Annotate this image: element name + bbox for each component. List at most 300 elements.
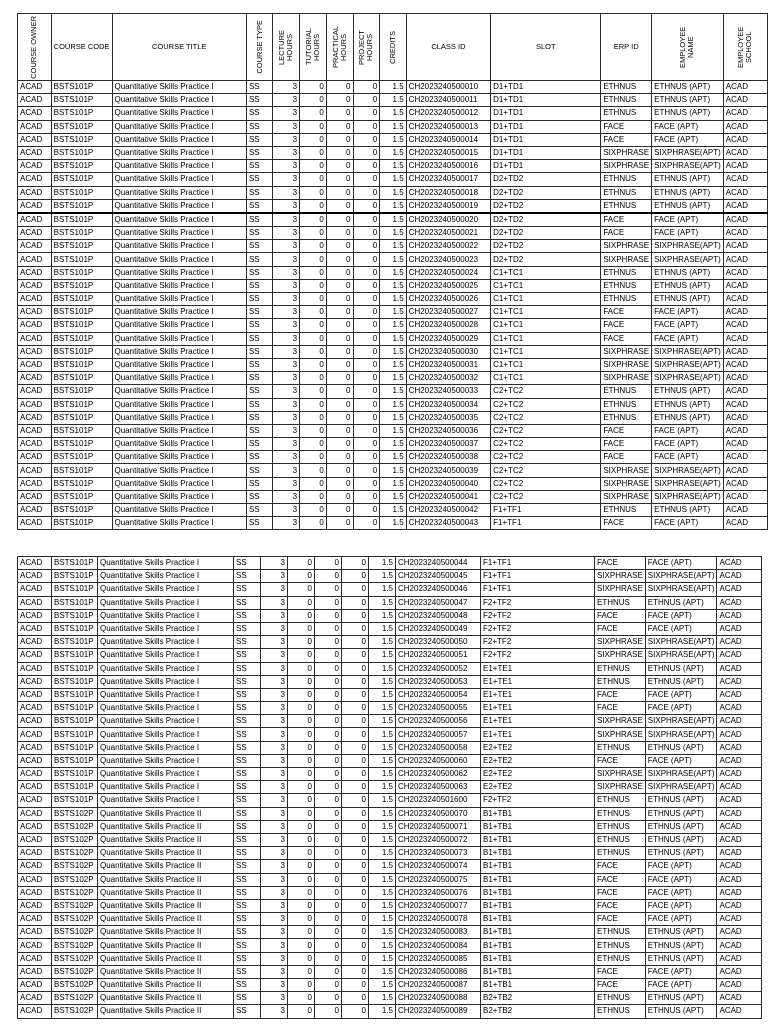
cell-course-owner: ACAD <box>18 715 52 728</box>
cell-class-id: CH2023240500058 <box>396 741 481 754</box>
cell-project-hours: 0 <box>342 715 369 728</box>
cell-practical-hours: 0 <box>315 662 342 675</box>
cell-class-id: CH2023240500073 <box>396 847 481 860</box>
cell-project-hours: 0 <box>342 583 369 596</box>
cell-lecture-hours: 3 <box>273 279 300 292</box>
cell-employee-name: ETHNUS (APT) <box>645 596 717 609</box>
table-row <box>18 133 768 146</box>
cell-credits: 1.5 <box>369 807 396 820</box>
cell-employee-school: ACAD <box>723 253 767 266</box>
cell-course-title: Quantitative Skills Practice I <box>112 504 246 517</box>
cell-course-title: Quantitative Skills Practice I <box>98 781 234 794</box>
cell-employee-name: FACE (APT) <box>652 332 724 345</box>
cell-slot: C1+TC1 <box>491 358 601 371</box>
cell-course-type: SS <box>246 199 272 213</box>
cell-erp-id: ETHNUS <box>601 411 652 424</box>
cell-practical-hours: 0 <box>326 477 353 490</box>
cell-lecture-hours: 3 <box>273 173 300 186</box>
table-row <box>18 688 762 701</box>
cell-lecture-hours: 3 <box>261 768 288 781</box>
cell-tutorial-hours: 0 <box>288 609 315 622</box>
cell-employee-name: ETHNUS (APT) <box>652 266 724 279</box>
cell-employee-name: SIXPHRASE(APT) <box>645 768 717 781</box>
col-header-employee-school: EMPLOYEE SCHOOL <box>723 14 767 81</box>
cell-tutorial-hours: 0 <box>288 596 315 609</box>
cell-credits: 1.5 <box>369 781 396 794</box>
cell-credits: 1.5 <box>369 965 396 978</box>
cell-lecture-hours: 3 <box>261 886 288 899</box>
cell-slot: B1+TB1 <box>481 939 595 952</box>
cell-course-type: SS <box>246 266 272 279</box>
cell-lecture-hours: 3 <box>273 490 300 503</box>
cell-practical-hours: 0 <box>315 570 342 583</box>
cell-lecture-hours: 3 <box>261 596 288 609</box>
cell-lecture-hours: 3 <box>261 662 288 675</box>
table-row <box>18 596 762 609</box>
cell-lecture-hours: 3 <box>273 424 300 437</box>
cell-course-title: Quantitative Skills Practice I <box>112 372 246 385</box>
cell-slot: C1+TC1 <box>491 293 601 306</box>
cell-employee-school: ACAD <box>723 398 767 411</box>
cell-project-hours: 0 <box>353 227 380 240</box>
cell-course-type: SS <box>234 570 261 583</box>
cell-employee-name: SIXPHRASE(APT) <box>645 570 717 583</box>
table-row <box>18 213 768 227</box>
table-row <box>18 1005 762 1018</box>
cell-employee-name: ETHNUS (APT) <box>645 662 717 675</box>
cell-class-id: CH2023240500056 <box>396 715 481 728</box>
cell-credits: 1.5 <box>369 873 396 886</box>
cell-course-title: Quantitative Skills Practice I <box>112 227 246 240</box>
cell-class-id: CH2023240500045 <box>396 570 481 583</box>
cell-project-hours: 0 <box>353 306 380 319</box>
table-row <box>18 820 762 833</box>
cell-class-id: CH2023240500046 <box>396 583 481 596</box>
cell-practical-hours: 0 <box>315 913 342 926</box>
cell-course-type: SS <box>234 768 261 781</box>
table-row <box>18 199 768 213</box>
cell-practical-hours: 0 <box>326 385 353 398</box>
cell-course-code: BSTS102P <box>52 820 98 833</box>
cell-project-hours: 0 <box>353 107 380 120</box>
cell-course-title: Quantitative Skills Practice II <box>98 873 234 886</box>
cell-credits: 1.5 <box>380 398 406 411</box>
cell-employee-name: SIXPHRASE(APT) <box>652 464 724 477</box>
cell-project-hours: 0 <box>342 754 369 767</box>
cell-slot: C2+TC2 <box>491 451 601 464</box>
cell-course-title: Quantitative Skills Practice I <box>98 728 234 741</box>
cell-lecture-hours: 3 <box>273 306 300 319</box>
cell-credits: 1.5 <box>369 702 396 715</box>
cell-employee-school: ACAD <box>717 609 762 622</box>
cell-slot: B1+TB1 <box>481 873 595 886</box>
cell-employee-name: SIXPHRASE(APT) <box>652 146 724 159</box>
cell-erp-id: ETHNUS <box>601 279 652 292</box>
cell-course-owner: ACAD <box>18 293 52 306</box>
cell-slot: C2+TC2 <box>491 398 601 411</box>
cell-course-code: BSTS102P <box>52 886 98 899</box>
table-row <box>18 781 762 794</box>
cell-project-hours: 0 <box>342 596 369 609</box>
cell-course-type: SS <box>246 160 272 173</box>
cell-course-title: Quantitative Skills Practice II <box>98 939 234 952</box>
cell-lecture-hours: 3 <box>273 266 300 279</box>
cell-course-type: SS <box>246 372 272 385</box>
cell-tutorial-hours: 0 <box>288 715 315 728</box>
cell-slot: B1+TB1 <box>481 886 595 899</box>
cell-course-code: BSTS101P <box>51 81 112 94</box>
cell-class-id: CH2023240500011 <box>406 94 490 107</box>
cell-lecture-hours: 3 <box>273 293 300 306</box>
cell-tutorial-hours: 0 <box>288 622 315 635</box>
cell-course-title: Quantitative Skills Practice I <box>98 754 234 767</box>
cell-employee-name: FACE (APT) <box>645 754 717 767</box>
cell-employee-school: ACAD <box>723 451 767 464</box>
cell-tutorial-hours: 0 <box>300 146 327 159</box>
cell-project-hours: 0 <box>342 820 369 833</box>
cell-erp-id: ETHNUS <box>595 847 646 860</box>
cell-practical-hours: 0 <box>326 227 353 240</box>
cell-project-hours: 0 <box>353 517 380 530</box>
cell-practical-hours: 0 <box>315 596 342 609</box>
table-row <box>18 81 768 94</box>
cell-course-title: Quantitative Skills Practice II <box>98 807 234 820</box>
cell-class-id: CH2023240500070 <box>396 807 481 820</box>
cell-project-hours: 0 <box>342 675 369 688</box>
cell-course-title: Quantitative Skills Practice I <box>112 490 246 503</box>
cell-slot: F2+TF2 <box>481 622 595 635</box>
cell-project-hours: 0 <box>353 279 380 292</box>
cell-lecture-hours: 3 <box>273 438 300 451</box>
cell-course-code: BSTS101P <box>51 398 112 411</box>
cell-tutorial-hours: 0 <box>288 939 315 952</box>
cell-project-hours: 0 <box>342 768 369 781</box>
cell-course-title: Quantitative Skills Practice I <box>98 662 234 675</box>
cell-lecture-hours: 3 <box>261 899 288 912</box>
cell-project-hours: 0 <box>342 570 369 583</box>
cell-slot: E1+TE1 <box>481 702 595 715</box>
cell-credits: 1.5 <box>380 477 406 490</box>
cell-course-owner: ACAD <box>18 517 52 530</box>
cell-class-id: CH2023240500060 <box>396 754 481 767</box>
cell-project-hours: 0 <box>342 965 369 978</box>
cell-erp-id: FACE <box>601 424 652 437</box>
table-row <box>18 451 768 464</box>
cell-tutorial-hours: 0 <box>288 899 315 912</box>
cell-tutorial-hours: 0 <box>288 570 315 583</box>
cell-erp-id: SIXPHRASE <box>601 358 652 371</box>
cell-course-title: Quantitative Skills Practice I <box>112 213 246 227</box>
cell-employee-name: ETHNUS (APT) <box>652 107 724 120</box>
cell-tutorial-hours: 0 <box>288 781 315 794</box>
cell-course-title: Quantitative Skills Practice II <box>98 820 234 833</box>
cell-class-id: CH2023240500016 <box>406 160 490 173</box>
cell-course-code: BSTS101P <box>52 781 98 794</box>
cell-slot: F1+TF1 <box>481 570 595 583</box>
cell-course-owner: ACAD <box>18 160 52 173</box>
cell-course-owner: ACAD <box>18 781 52 794</box>
cell-project-hours: 0 <box>342 873 369 886</box>
cell-course-owner: ACAD <box>18 794 52 807</box>
cell-erp-id: FACE <box>595 860 646 873</box>
cell-project-hours: 0 <box>353 411 380 424</box>
cell-class-id: CH2023240500023 <box>406 253 490 266</box>
cell-practical-hours: 0 <box>315 820 342 833</box>
cell-credits: 1.5 <box>369 768 396 781</box>
cell-course-code: BSTS101P <box>52 662 98 675</box>
cell-course-owner: ACAD <box>18 438 52 451</box>
cell-practical-hours: 0 <box>326 160 353 173</box>
cell-employee-name: ETHNUS (APT) <box>652 94 724 107</box>
cell-project-hours: 0 <box>342 886 369 899</box>
cell-course-title: Quantitative Skills Practice I <box>112 424 246 437</box>
cell-tutorial-hours: 0 <box>288 992 315 1005</box>
cell-practical-hours: 0 <box>326 332 353 345</box>
cell-course-code: BSTS101P <box>52 636 98 649</box>
cell-employee-name: FACE (APT) <box>652 424 724 437</box>
cell-lecture-hours: 3 <box>261 702 288 715</box>
cell-slot: C2+TC2 <box>491 490 601 503</box>
cell-tutorial-hours: 0 <box>300 186 327 199</box>
cell-course-owner: ACAD <box>18 186 52 199</box>
cell-course-type: SS <box>234 675 261 688</box>
cell-employee-school: ACAD <box>723 266 767 279</box>
cell-course-code: BSTS101P <box>52 702 98 715</box>
cell-course-code: BSTS101P <box>52 688 98 701</box>
cell-employee-school: ACAD <box>723 186 767 199</box>
cell-slot: D2+TD2 <box>491 186 601 199</box>
cell-practical-hours: 0 <box>315 754 342 767</box>
cell-tutorial-hours: 0 <box>300 120 327 133</box>
cell-employee-school: ACAD <box>717 570 762 583</box>
cell-employee-name: SIXPHRASE(APT) <box>652 240 724 253</box>
cell-class-id: CH2023240500036 <box>406 424 490 437</box>
cell-practical-hours: 0 <box>326 464 353 477</box>
cell-employee-name: FACE (APT) <box>645 886 717 899</box>
cell-course-type: SS <box>246 279 272 292</box>
cell-slot: F2+TF2 <box>481 609 595 622</box>
cell-erp-id: ETHNUS <box>601 385 652 398</box>
cell-employee-name: ETHNUS (APT) <box>652 293 724 306</box>
cell-course-owner: ACAD <box>18 372 52 385</box>
cell-tutorial-hours: 0 <box>300 213 327 227</box>
cell-practical-hours: 0 <box>326 253 353 266</box>
cell-class-id: CH2023240500034 <box>406 398 490 411</box>
cell-slot: E2+TE2 <box>481 781 595 794</box>
cell-project-hours: 0 <box>353 81 380 94</box>
cell-credits: 1.5 <box>380 94 406 107</box>
cell-tutorial-hours: 0 <box>300 81 327 94</box>
cell-credits: 1.5 <box>380 464 406 477</box>
col-header-tutorial-hours: TUTORIAL HOURS <box>300 14 327 81</box>
cell-credits: 1.5 <box>380 120 406 133</box>
cell-erp-id: FACE <box>601 319 652 332</box>
table-row <box>18 94 768 107</box>
cell-slot: C2+TC2 <box>491 438 601 451</box>
table-row <box>18 146 768 159</box>
cell-course-title: Quantitative Skills Practice I <box>112 398 246 411</box>
cell-employee-name: FACE (APT) <box>652 120 724 133</box>
cell-credits: 1.5 <box>380 306 406 319</box>
cell-employee-school: ACAD <box>723 332 767 345</box>
cell-tutorial-hours: 0 <box>300 266 327 279</box>
cell-class-id: CH2023240500078 <box>396 913 481 926</box>
cell-course-owner: ACAD <box>18 385 52 398</box>
cell-project-hours: 0 <box>353 94 380 107</box>
cell-course-owner: ACAD <box>18 345 52 358</box>
cell-tutorial-hours: 0 <box>300 253 327 266</box>
table-row <box>18 557 762 570</box>
cell-project-hours: 0 <box>342 636 369 649</box>
cell-slot: E1+TE1 <box>481 675 595 688</box>
cell-credits: 1.5 <box>369 741 396 754</box>
cell-course-code: BSTS101P <box>52 596 98 609</box>
cell-course-owner: ACAD <box>18 464 52 477</box>
cell-tutorial-hours: 0 <box>288 886 315 899</box>
cell-course-code: BSTS101P <box>51 186 112 199</box>
cell-erp-id: SIXPHRASE <box>595 583 646 596</box>
cell-slot: C1+TC1 <box>491 332 601 345</box>
cell-class-id: CH2023240500025 <box>406 279 490 292</box>
cell-tutorial-hours: 0 <box>288 662 315 675</box>
cell-slot: B1+TB1 <box>481 913 595 926</box>
cell-course-owner: ACAD <box>18 570 52 583</box>
cell-slot: C1+TC1 <box>491 266 601 279</box>
cell-course-code: BSTS101P <box>52 794 98 807</box>
cell-erp-id: SIXPHRASE <box>601 253 652 266</box>
cell-practical-hours: 0 <box>315 979 342 992</box>
cell-project-hours: 0 <box>353 504 380 517</box>
cell-practical-hours: 0 <box>326 186 353 199</box>
cell-project-hours: 0 <box>353 199 380 213</box>
cell-employee-name: SIXPHRASE(APT) <box>645 715 717 728</box>
cell-course-owner: ACAD <box>18 213 52 227</box>
cell-class-id: CH2023240500027 <box>406 306 490 319</box>
cell-credits: 1.5 <box>380 199 406 213</box>
cell-course-code: BSTS101P <box>51 266 112 279</box>
cell-course-type: SS <box>234 833 261 846</box>
cell-employee-school: ACAD <box>717 886 762 899</box>
cell-lecture-hours: 3 <box>261 557 288 570</box>
cell-tutorial-hours: 0 <box>300 332 327 345</box>
table-row <box>18 279 768 292</box>
cell-course-type: SS <box>246 146 272 159</box>
cell-course-code: BSTS102P <box>52 965 98 978</box>
cell-employee-school: ACAD <box>717 926 762 939</box>
cell-tutorial-hours: 0 <box>300 372 327 385</box>
cell-employee-name: SIXPHRASE(APT) <box>652 345 724 358</box>
cell-employee-name: SIXPHRASE(APT) <box>645 636 717 649</box>
cell-course-type: SS <box>234 807 261 820</box>
cell-class-id: CH2023240500047 <box>396 596 481 609</box>
cell-employee-school: ACAD <box>717 781 762 794</box>
cell-course-title: Quantitative Skills Practice II <box>98 926 234 939</box>
cell-lecture-hours: 3 <box>273 199 300 213</box>
cell-slot: D2+TD2 <box>491 253 601 266</box>
cell-credits: 1.5 <box>369 728 396 741</box>
cell-course-owner: ACAD <box>18 504 52 517</box>
cell-slot: C2+TC2 <box>491 411 601 424</box>
cell-project-hours: 0 <box>342 781 369 794</box>
cell-lecture-hours: 3 <box>273 358 300 371</box>
cell-employee-school: ACAD <box>717 952 762 965</box>
cell-credits: 1.5 <box>369 754 396 767</box>
cell-course-owner: ACAD <box>18 926 52 939</box>
cell-slot: B1+TB1 <box>481 860 595 873</box>
cell-course-title: Quantitative Skills Practice II <box>98 847 234 860</box>
cell-slot: B1+TB1 <box>481 807 595 820</box>
cell-lecture-hours: 3 <box>273 94 300 107</box>
cell-course-type: SS <box>246 81 272 94</box>
table-row <box>18 728 762 741</box>
table-row <box>18 107 768 120</box>
cell-course-title: Quantitative Skills Practice I <box>112 451 246 464</box>
cell-tutorial-hours: 0 <box>300 293 327 306</box>
table-row <box>18 438 768 451</box>
cell-lecture-hours: 3 <box>273 332 300 345</box>
cell-course-code: BSTS102P <box>52 939 98 952</box>
cell-lecture-hours: 3 <box>261 926 288 939</box>
cell-tutorial-hours: 0 <box>300 464 327 477</box>
cell-course-owner: ACAD <box>18 860 52 873</box>
col-header-course-type: COURSE TYPE <box>246 14 272 81</box>
cell-course-code: BSTS101P <box>52 728 98 741</box>
cell-project-hours: 0 <box>342 992 369 1005</box>
cell-course-code: BSTS101P <box>52 557 98 570</box>
cell-employee-name: SIXPHRASE(APT) <box>645 583 717 596</box>
cell-class-id: CH2023240500053 <box>396 675 481 688</box>
cell-employee-school: ACAD <box>717 1005 762 1018</box>
cell-class-id: CH2023240500088 <box>396 992 481 1005</box>
cell-course-title: Quantitative Skills Practice I <box>112 107 246 120</box>
table-row <box>18 833 762 846</box>
cell-erp-id: FACE <box>595 557 646 570</box>
cell-course-title: Quantitative Skills Practice I <box>112 133 246 146</box>
cell-course-title: Quantitative Skills Practice I <box>112 199 246 213</box>
cell-employee-school: ACAD <box>723 438 767 451</box>
cell-class-id: CH2023240500071 <box>396 820 481 833</box>
cell-course-type: SS <box>234 913 261 926</box>
cell-course-type: SS <box>234 688 261 701</box>
cell-course-title: Quantitative Skills Practice II <box>98 965 234 978</box>
cell-tutorial-hours: 0 <box>300 306 327 319</box>
cell-employee-name: FACE (APT) <box>645 979 717 992</box>
cell-course-type: SS <box>246 94 272 107</box>
cell-lecture-hours: 3 <box>261 873 288 886</box>
cell-class-id: CH2023240500039 <box>406 464 490 477</box>
cell-course-owner: ACAD <box>18 649 52 662</box>
cell-employee-school: ACAD <box>717 688 762 701</box>
cell-course-code: BSTS101P <box>52 583 98 596</box>
cell-erp-id: SIXPHRASE <box>595 636 646 649</box>
cell-tutorial-hours: 0 <box>288 649 315 662</box>
table-row <box>18 979 762 992</box>
cell-class-id: CH2023240500021 <box>406 227 490 240</box>
table-2-body <box>18 557 762 1019</box>
cell-class-id: CH2023240500018 <box>406 186 490 199</box>
cell-lecture-hours: 3 <box>273 398 300 411</box>
cell-employee-name: SIXPHRASE(APT) <box>652 253 724 266</box>
cell-practical-hours: 0 <box>326 173 353 186</box>
cell-employee-school: ACAD <box>717 557 762 570</box>
cell-class-id: CH2023240500074 <box>396 860 481 873</box>
table-row <box>18 754 762 767</box>
cell-class-id: CH2023240500030 <box>406 345 490 358</box>
cell-practical-hours: 0 <box>326 319 353 332</box>
cell-course-owner: ACAD <box>18 979 52 992</box>
cell-credits: 1.5 <box>380 81 406 94</box>
table-row <box>18 120 768 133</box>
